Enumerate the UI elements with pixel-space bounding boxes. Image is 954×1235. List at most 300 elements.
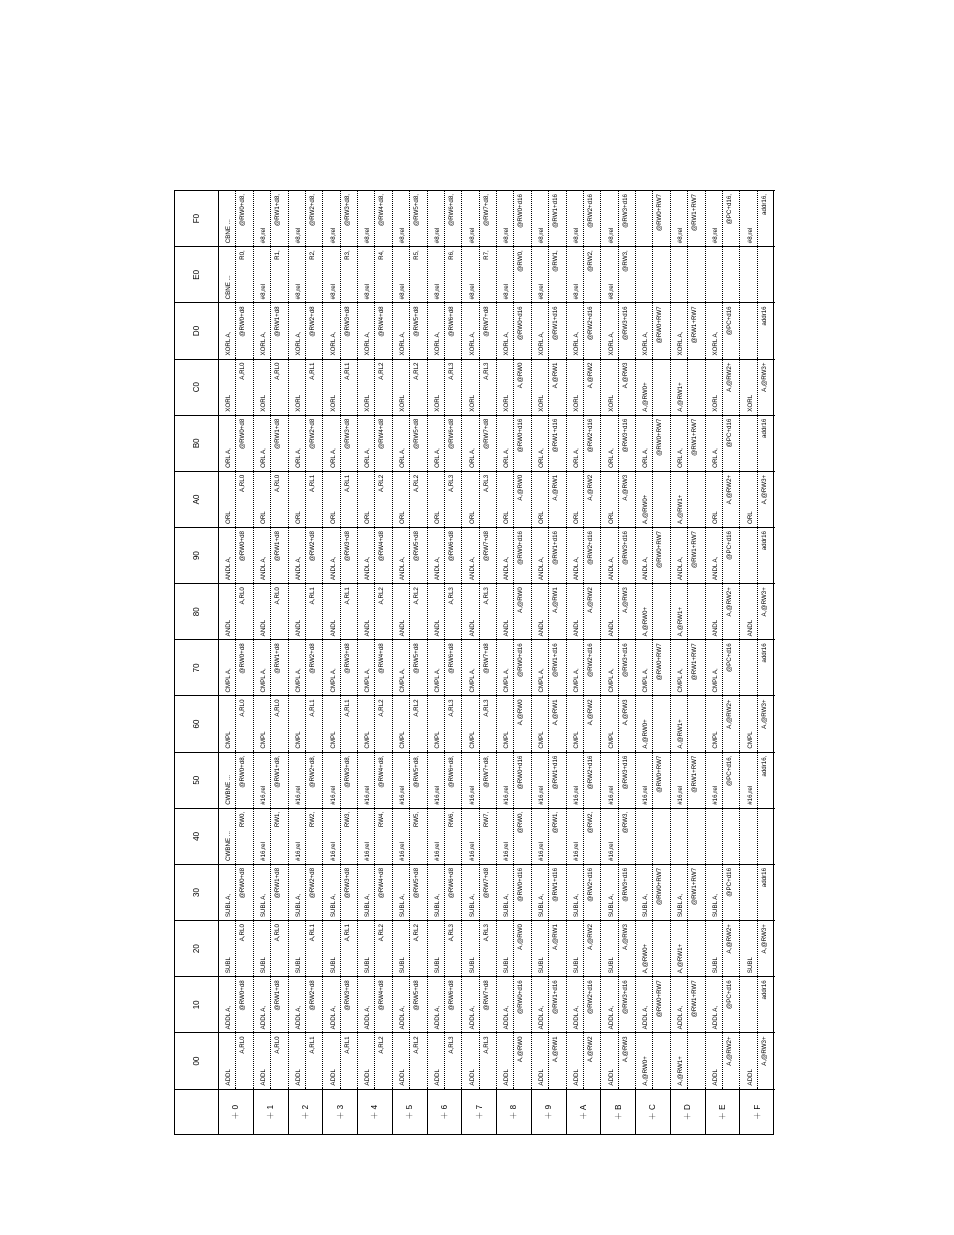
operand-text: A,@RW2+ bbox=[725, 924, 733, 954]
opcode-cell bbox=[566, 191, 601, 247]
operand-text bbox=[653, 809, 666, 864]
mnemonic-text: CMPL A, bbox=[605, 640, 619, 695]
mnemonic-text: A,@RW0+ bbox=[639, 472, 653, 527]
operand-text: R4, bbox=[378, 250, 386, 260]
operand-text: A,RL0 bbox=[239, 587, 247, 605]
operand-text: A,RL3 bbox=[447, 699, 455, 717]
operand-text: A,RL1 bbox=[343, 587, 351, 605]
operand-text: @RW3+d8 bbox=[343, 531, 351, 562]
opcode-cell bbox=[358, 977, 393, 1033]
operand-text: @PC+d16, bbox=[725, 194, 733, 225]
operand-text: @RW3+d8 bbox=[343, 867, 351, 899]
operand-text: @RW2+d8 bbox=[308, 867, 316, 899]
mnemonic-text: CMPL A, bbox=[361, 640, 375, 695]
operand-text: @RW1+d16 bbox=[552, 643, 560, 678]
mnemonic-text: ADDL A, bbox=[535, 977, 549, 1032]
mnemonic-text: ADDL bbox=[327, 1033, 341, 1088]
mnemonic-text: #8,rel bbox=[431, 191, 445, 246]
operand-text: @RW0+d16 bbox=[517, 867, 525, 902]
operand-text: A,RL2 bbox=[413, 699, 421, 717]
opcode-cell bbox=[323, 359, 358, 415]
operand-text: @PC+d16 bbox=[725, 643, 733, 673]
mnemonic-text: #16,rel bbox=[361, 809, 375, 864]
operand-text: A,RL0 bbox=[239, 699, 247, 717]
mnemonic-text: SUBL bbox=[257, 921, 271, 976]
column-header: 80 bbox=[174, 584, 219, 640]
mnemonic-text: #8,rel bbox=[570, 247, 584, 302]
mnemonic-text: XORL bbox=[466, 360, 480, 415]
mnemonic-text: XORL bbox=[222, 360, 236, 415]
opcode-cell bbox=[531, 752, 566, 808]
mnemonic-text: A,@RW1+ bbox=[674, 472, 688, 527]
column-header: 30 bbox=[174, 864, 219, 920]
column-header: D0 bbox=[174, 303, 219, 359]
opcode-cell bbox=[601, 808, 636, 864]
opcode-cell bbox=[323, 640, 358, 696]
operand-text: @RW1+RW7 bbox=[691, 306, 699, 344]
mnemonic-text: #8,rel bbox=[327, 191, 341, 246]
operand-text: @RW3, bbox=[621, 811, 629, 834]
operand-text: A,RL2 bbox=[413, 587, 421, 605]
mnemonic-text: ORL bbox=[292, 472, 306, 527]
operand-text: A,RL0 bbox=[274, 699, 282, 717]
mnemonic-text: CMPL A, bbox=[535, 640, 549, 695]
opcode-cell bbox=[670, 696, 705, 752]
operand-text: @RW0+d8 bbox=[239, 418, 247, 450]
opcode-cell bbox=[253, 471, 288, 527]
opcode-cell bbox=[392, 247, 427, 303]
opcode-cell bbox=[358, 359, 393, 415]
operand-text: A,@RW1 bbox=[552, 587, 560, 613]
operand-text: @RW3+d8 bbox=[343, 306, 351, 337]
operand-text: A,RL2 bbox=[413, 474, 421, 493]
opcode-cell bbox=[531, 640, 566, 696]
operand-text: addr16 bbox=[760, 867, 768, 888]
opcode-cell bbox=[358, 471, 393, 527]
mnemonic-text: XORL A, bbox=[292, 303, 306, 358]
column-header: 50 bbox=[174, 752, 219, 808]
operand-text: RW2, bbox=[308, 811, 316, 828]
opcode-cell bbox=[636, 921, 671, 977]
opcode-cell bbox=[219, 752, 254, 808]
opcode-cell bbox=[531, 696, 566, 752]
operand-text: @RW0+d8 bbox=[239, 306, 247, 337]
operand-text bbox=[688, 1033, 701, 1088]
operand-text: @RW6+d8, bbox=[447, 755, 455, 788]
opcode-cell bbox=[323, 921, 358, 977]
mnemonic-text: #8,rel bbox=[292, 191, 306, 246]
operand-text: @RW4+d8 bbox=[378, 306, 386, 337]
opcode-cell bbox=[462, 921, 497, 977]
mnemonic-text: CMPL bbox=[535, 696, 549, 751]
opcode-cell bbox=[566, 864, 601, 920]
mnemonic-text: ADDL bbox=[500, 1033, 514, 1088]
table-row bbox=[392, 191, 427, 1136]
mnemonic-text: #8,rel bbox=[535, 247, 549, 302]
operand-text: @RW1+d8 bbox=[274, 531, 282, 562]
column-header: 10 bbox=[174, 977, 219, 1033]
operand-text: A,@RW2 bbox=[586, 474, 594, 501]
operand-text: @RW0+RW7 bbox=[656, 980, 664, 1018]
operand-text: @RW3+d16 bbox=[621, 418, 629, 453]
opcode-cell bbox=[462, 864, 497, 920]
opcode-cell bbox=[219, 921, 254, 977]
opcode-cell bbox=[427, 640, 462, 696]
mnemonic-text: #16,rel bbox=[257, 809, 271, 864]
operand-text bbox=[653, 921, 666, 976]
operand-text: @RW2+d8 bbox=[308, 531, 316, 562]
opcode-cell bbox=[288, 191, 323, 247]
opcode-cell bbox=[392, 640, 427, 696]
mnemonic-text: ANDL bbox=[257, 584, 271, 639]
opcode-cell bbox=[531, 303, 566, 359]
opcode-cell bbox=[462, 191, 497, 247]
mnemonic-text: SUBL A, bbox=[674, 865, 688, 920]
opcode-cell bbox=[288, 359, 323, 415]
opcode-cell bbox=[219, 359, 254, 415]
mnemonic-text: CMPL bbox=[570, 696, 584, 751]
opcode-cell bbox=[531, 191, 566, 247]
opcode-cell bbox=[531, 359, 566, 415]
mnemonic-text bbox=[744, 809, 758, 864]
operand-text bbox=[653, 696, 666, 751]
operand-text: @RW1+RW7 bbox=[691, 867, 699, 906]
operand-text: A,RL0 bbox=[239, 924, 247, 942]
opcode-cell bbox=[740, 471, 775, 527]
mnemonic-text: XORL bbox=[709, 360, 723, 415]
operand-text: A,@RW2+ bbox=[725, 1036, 733, 1066]
mnemonic-text: ORL bbox=[744, 472, 758, 527]
operand-text: @RW2+d8 bbox=[308, 643, 316, 674]
column-header: 40 bbox=[174, 808, 219, 864]
opcode-cell bbox=[219, 191, 254, 247]
operand-text: @RW2+d16 bbox=[586, 418, 594, 453]
operand-text: A,@RW2 bbox=[586, 362, 594, 389]
opcode-cell bbox=[531, 977, 566, 1033]
opcode-cell bbox=[740, 864, 775, 920]
operand-text: @RW5+d8 bbox=[413, 980, 421, 1011]
mnemonic-text: SUBL bbox=[605, 921, 619, 976]
opcode-cell bbox=[531, 1033, 566, 1089]
column-header-row bbox=[174, 191, 219, 1136]
operand-text: addr16, bbox=[760, 194, 768, 215]
opcode-cell bbox=[705, 303, 740, 359]
mnemonic-text: XORL A, bbox=[709, 303, 723, 358]
operand-text: R2, bbox=[308, 250, 316, 260]
operand-text: @RW6+d8 bbox=[447, 980, 455, 1011]
mnemonic-text: SUBL A, bbox=[222, 865, 236, 920]
table-row bbox=[462, 191, 497, 1136]
mnemonic-text: ADDL A, bbox=[570, 977, 584, 1032]
opcode-cell bbox=[219, 303, 254, 359]
opcode-cell bbox=[740, 640, 775, 696]
row-header: ＋ 8 bbox=[497, 1089, 532, 1135]
operand-text: @RW4+d8 bbox=[378, 418, 386, 450]
mnemonic-text: XORL A, bbox=[570, 303, 584, 358]
opcode-cell bbox=[462, 1033, 497, 1089]
opcode-cell bbox=[566, 977, 601, 1033]
operand-text: A,RL3 bbox=[447, 924, 455, 942]
mnemonic-text: XORL A, bbox=[257, 303, 271, 358]
opcode-cell bbox=[497, 864, 532, 920]
mnemonic-text: XORL bbox=[257, 360, 271, 415]
operand-text: @RW0+d16 bbox=[517, 531, 525, 565]
operand-text: A,RL3 bbox=[482, 474, 490, 493]
opcode-cell bbox=[601, 415, 636, 471]
mnemonic-text: A,@RW1+ bbox=[674, 696, 688, 751]
opcode-cell bbox=[392, 696, 427, 752]
mnemonic-text: CMPL A, bbox=[570, 640, 584, 695]
mnemonic-text: #8,rel bbox=[709, 191, 723, 246]
mnemonic-text bbox=[744, 247, 758, 302]
opcode-cell bbox=[566, 415, 601, 471]
table-row bbox=[253, 191, 288, 1136]
operand-text: @PC+d16 bbox=[725, 531, 733, 560]
opcode-cell bbox=[497, 528, 532, 584]
mnemonic-text: #16,rel bbox=[570, 753, 584, 808]
operand-text: @RW1+d8, bbox=[274, 755, 282, 788]
opcode-cell bbox=[253, 864, 288, 920]
operand-text bbox=[653, 247, 666, 302]
opcode-cell bbox=[288, 528, 323, 584]
mnemonic-text: #8,rel bbox=[257, 191, 271, 246]
operand-text: A,RL2 bbox=[378, 1036, 386, 1054]
operand-text: A,RL1 bbox=[343, 362, 351, 380]
mnemonic-text: ORL bbox=[396, 472, 410, 527]
table-row bbox=[705, 191, 740, 1136]
opcode-cell bbox=[427, 696, 462, 752]
mnemonic-text: ADDL bbox=[396, 1033, 410, 1088]
operand-text: @RW7+d8 bbox=[482, 531, 490, 562]
operand-text: A,@RW3 bbox=[621, 474, 629, 501]
opcode-cell bbox=[531, 921, 566, 977]
mnemonic-text: ADDL bbox=[431, 1033, 445, 1088]
operand-text: @RW7+d8 bbox=[482, 418, 490, 450]
operand-text: @RW1+d8 bbox=[274, 643, 282, 674]
mnemonic-text: XORL bbox=[500, 360, 514, 415]
mnemonic-text bbox=[744, 416, 758, 471]
operand-text: A,RL0 bbox=[274, 474, 282, 493]
mnemonic-text: A,@RW0+ bbox=[639, 360, 653, 415]
operand-text: @RW5+d8, bbox=[413, 755, 421, 788]
mnemonic-text: ANDL A, bbox=[605, 528, 619, 583]
operand-text: A,RL3 bbox=[482, 587, 490, 605]
opcode-cell bbox=[636, 471, 671, 527]
opcode-cell bbox=[323, 191, 358, 247]
opcode-cell bbox=[601, 921, 636, 977]
opcode-cell bbox=[253, 584, 288, 640]
opcode-cell bbox=[462, 303, 497, 359]
opcode-cell bbox=[497, 1033, 532, 1089]
mnemonic-text: ORL A, bbox=[466, 416, 480, 471]
mnemonic-text: #8,rel bbox=[500, 247, 514, 302]
opcode-cell bbox=[358, 415, 393, 471]
mnemonic-text: CMPL bbox=[222, 696, 236, 751]
mnemonic-text: ORL bbox=[605, 472, 619, 527]
opcode-cell bbox=[740, 752, 775, 808]
opcode-cell bbox=[253, 191, 288, 247]
column-header: B0 bbox=[174, 415, 219, 471]
operand-text: A,@RW3 bbox=[621, 362, 629, 389]
operand-text: @RW2+d16 bbox=[586, 980, 594, 1015]
mnemonic-text: XORL A, bbox=[361, 303, 375, 358]
operand-text: @RW0+d8, bbox=[239, 755, 247, 788]
mnemonic-text: SUBL bbox=[466, 921, 480, 976]
opcode-cell bbox=[497, 415, 532, 471]
opcode-cell bbox=[253, 528, 288, 584]
operand-text: @RW0+d16 bbox=[517, 643, 525, 678]
mnemonic-text: XORL A, bbox=[605, 303, 619, 358]
opcode-cell bbox=[427, 808, 462, 864]
operand-text bbox=[723, 247, 736, 302]
opcode-cell bbox=[636, 696, 671, 752]
mnemonic-text: XORL A, bbox=[396, 303, 410, 358]
opcode-cell bbox=[358, 921, 393, 977]
opcode-cell bbox=[392, 752, 427, 808]
opcode-cell bbox=[705, 359, 740, 415]
mnemonic-text: CMPL A, bbox=[674, 640, 688, 695]
table-row bbox=[740, 191, 775, 1136]
mnemonic-text: #16,rel bbox=[500, 753, 514, 808]
operand-text: @RW3+d8, bbox=[343, 755, 351, 788]
opcode-cell bbox=[636, 584, 671, 640]
opcode-cell bbox=[601, 191, 636, 247]
operand-text: A,@RW3 bbox=[621, 587, 629, 613]
operand-text: A,RL1 bbox=[343, 699, 351, 717]
mnemonic-text: ORL A, bbox=[605, 416, 619, 471]
opcode-cell bbox=[323, 471, 358, 527]
opcode-cell bbox=[670, 921, 705, 977]
opcode-cell bbox=[636, 247, 671, 303]
opcode-cell bbox=[462, 696, 497, 752]
operand-text: @RW5+d8, bbox=[413, 194, 421, 227]
operand-text: @RW6+d8 bbox=[447, 867, 455, 899]
mnemonic-text: XORL A, bbox=[535, 303, 549, 358]
opcode-cell bbox=[670, 1033, 705, 1089]
opcode-cell bbox=[427, 977, 462, 1033]
column-header: A0 bbox=[174, 471, 219, 527]
operand-text: @RW0, bbox=[517, 811, 525, 834]
operand-text: @RW1+d16 bbox=[552, 194, 560, 228]
mnemonic-text: ANDL bbox=[396, 584, 410, 639]
operand-text: A,RL3 bbox=[447, 362, 455, 380]
opcode-cell bbox=[219, 808, 254, 864]
mnemonic-text: #8,rel bbox=[605, 247, 619, 302]
row-header: ＋ E bbox=[705, 1089, 740, 1135]
operand-text: A,@RW2+ bbox=[725, 474, 733, 505]
opcode-cell bbox=[323, 1033, 358, 1089]
opcode-cell bbox=[601, 528, 636, 584]
mnemonic-text: ANDL bbox=[709, 584, 723, 639]
mnemonic-text: #16,rel bbox=[709, 753, 723, 808]
opcode-cell bbox=[531, 247, 566, 303]
operand-text: addr16 bbox=[760, 531, 768, 551]
row-header: ＋ 7 bbox=[462, 1089, 497, 1135]
operand-text: @RW7+d8 bbox=[482, 867, 490, 899]
operand-text: A,RL3 bbox=[447, 587, 455, 605]
opcode-cell bbox=[392, 303, 427, 359]
opcode-cell bbox=[323, 584, 358, 640]
operand-text: @RW3+d8 bbox=[343, 980, 351, 1011]
opcode-cell bbox=[288, 640, 323, 696]
operand-text: @RW3+d16 bbox=[621, 306, 629, 341]
mnemonic-text: ADDL bbox=[257, 1033, 271, 1088]
operand-text: @PC+d16 bbox=[725, 867, 733, 897]
operand-text: @RW3+d16 bbox=[621, 531, 629, 565]
operand-text: @RW5+d8 bbox=[413, 643, 421, 674]
operand-text: A,@RW0 bbox=[517, 699, 525, 726]
operand-text: A,RL0 bbox=[239, 474, 247, 493]
opcode-cell bbox=[219, 247, 254, 303]
opcode-cell bbox=[705, 584, 740, 640]
opcode-cell bbox=[288, 247, 323, 303]
operand-text: A,@RW0 bbox=[517, 1036, 525, 1063]
mnemonic-text: ANDL A, bbox=[535, 528, 549, 583]
mnemonic-text: ADDL bbox=[744, 1033, 758, 1088]
mnemonic-text: #16,rel bbox=[431, 753, 445, 808]
mnemonic-text: XORL bbox=[744, 360, 758, 415]
opcode-cell bbox=[253, 808, 288, 864]
mnemonic-text: SUBL A, bbox=[396, 865, 410, 920]
operand-text bbox=[688, 696, 701, 751]
operand-text: A,RL3 bbox=[482, 362, 490, 380]
opcode-cell bbox=[636, 864, 671, 920]
column-header: 70 bbox=[174, 640, 219, 696]
opcode-cell bbox=[531, 528, 566, 584]
mnemonic-text: CMPL bbox=[744, 696, 758, 751]
operand-text: A,RL1 bbox=[343, 474, 351, 493]
opcode-cell bbox=[427, 303, 462, 359]
operand-text: A,@RW2+ bbox=[725, 699, 733, 729]
mnemonic-text: A,@RW1+ bbox=[674, 584, 688, 639]
opcode-cell bbox=[462, 808, 497, 864]
mnemonic-text: CBNE ... bbox=[222, 191, 236, 246]
mnemonic-text bbox=[744, 865, 758, 920]
operand-text: addr16, bbox=[760, 755, 768, 777]
opcode-cell bbox=[636, 303, 671, 359]
opcode-cell bbox=[601, 303, 636, 359]
mnemonic-text: ORL A, bbox=[327, 416, 341, 471]
operand-text: @RW0+d8 bbox=[239, 980, 247, 1011]
opcode-cell bbox=[740, 528, 775, 584]
operand-text: @RW4+d8 bbox=[378, 643, 386, 674]
mnemonic-text: ANDL bbox=[466, 584, 480, 639]
opcode-cell bbox=[531, 584, 566, 640]
mnemonic-text: #8,rel bbox=[535, 191, 549, 246]
mnemonic-text: ADDL A, bbox=[431, 977, 445, 1032]
operand-text: A,@RW3+ bbox=[760, 1036, 768, 1066]
opcode-cell bbox=[601, 864, 636, 920]
operand-text: A,RL2 bbox=[378, 362, 386, 380]
operand-text: A,RL1 bbox=[308, 699, 316, 717]
opcode-cell bbox=[288, 977, 323, 1033]
opcode-cell bbox=[323, 864, 358, 920]
opcode-cell bbox=[253, 1033, 288, 1089]
mnemonic-text: #8,rel bbox=[605, 191, 619, 246]
opcode-cell bbox=[219, 864, 254, 920]
mnemonic-text: #16,rel bbox=[257, 753, 271, 808]
mnemonic-text: ANDL A, bbox=[396, 528, 410, 583]
operand-text: A,@RW3+ bbox=[760, 924, 768, 954]
operand-text: @RW0+RW7 bbox=[656, 194, 664, 232]
mnemonic-text: ORL bbox=[327, 472, 341, 527]
mnemonic-text: SUBL bbox=[744, 921, 758, 976]
operand-text: @RW3+d16 bbox=[621, 980, 629, 1015]
opcode-cell bbox=[462, 415, 497, 471]
mnemonic-text: #16,rel bbox=[535, 753, 549, 808]
operand-text bbox=[758, 247, 771, 302]
opcode-cell bbox=[566, 696, 601, 752]
